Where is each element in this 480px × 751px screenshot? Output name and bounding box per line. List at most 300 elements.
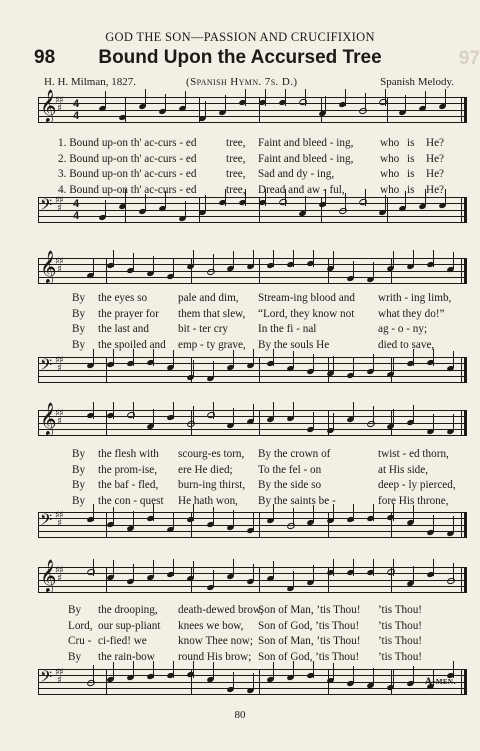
staff-line — [39, 97, 467, 98]
note-stem — [305, 196, 306, 213]
note-stem — [333, 356, 334, 373]
note-stem — [185, 201, 186, 218]
treble-staff — [38, 559, 467, 593]
lyric-segment: the prayer for — [98, 307, 159, 320]
note-stem — [153, 560, 154, 577]
note-stem — [333, 413, 334, 430]
bleed-through-number: 97 — [458, 48, 480, 69]
note-stem — [313, 505, 314, 522]
lyric-segment: Lord, — [68, 619, 93, 632]
note-stem — [293, 250, 294, 267]
final-barline-thin — [461, 669, 462, 695]
staff-line — [39, 271, 467, 272]
lyric-segment: To the fel - on — [258, 463, 322, 476]
staff-line — [39, 435, 467, 436]
bass-staff — [38, 669, 467, 695]
lyric-segment: He hath won, — [178, 494, 238, 507]
note-stem — [153, 349, 154, 366]
key-signature-icon: ♯♯ ♯ — [55, 256, 63, 275]
note-stem — [393, 251, 394, 268]
note-stem — [193, 406, 194, 423]
barline — [106, 669, 107, 695]
note-stem — [133, 511, 134, 528]
lyric-segment: the prom-ise, — [98, 463, 158, 476]
note-stem — [365, 189, 366, 206]
note-stem — [273, 561, 274, 578]
final-barline-thin — [461, 567, 462, 593]
note-stem — [205, 101, 206, 118]
hymn-title: Bound Upon the Accursed Tree — [98, 47, 382, 68]
barline — [259, 357, 260, 383]
final-barline-thin — [461, 258, 462, 284]
lyric-segment: Cru - — [68, 635, 92, 647]
note-stem — [345, 89, 346, 106]
note-stem — [433, 250, 434, 267]
note-stem — [393, 409, 394, 426]
lyric-segment: He? — [426, 137, 445, 149]
note-stem — [153, 504, 154, 521]
final-barline — [464, 97, 467, 123]
lyric-segment: 3. Bound up-on th' ac-curs - ed — [58, 168, 197, 180]
lyric-segment: 1. Bound up-on th' ac-curs - ed — [58, 137, 197, 149]
staff-line — [39, 586, 467, 587]
note-stem — [353, 504, 354, 521]
lyric-segment: the flesh with — [98, 448, 159, 460]
lyric-segment: our sup-pliant — [98, 619, 161, 632]
author-credit: H. H. Milman, 1827. — [44, 76, 136, 88]
lyric-segment: the baf - fled, — [98, 479, 159, 491]
note-stem — [313, 354, 314, 371]
note-stem — [213, 402, 214, 419]
note-stem — [305, 89, 306, 106]
note-stem — [113, 662, 114, 679]
note-stem — [353, 666, 354, 683]
note-stem — [133, 661, 134, 678]
barline — [259, 669, 260, 695]
note-stem — [253, 404, 254, 421]
lyric-segment: them that slew, — [178, 307, 246, 320]
note-stem — [133, 253, 134, 270]
barline — [106, 567, 107, 593]
final-barline — [464, 410, 467, 436]
final-barline-thin — [461, 197, 462, 223]
notehead-icon — [126, 411, 136, 419]
final-barline — [464, 512, 467, 538]
note-stem — [253, 513, 254, 530]
staff-line — [39, 103, 467, 104]
lyric-segment: who — [380, 152, 400, 165]
note-stem — [385, 195, 386, 212]
note-stem — [93, 349, 94, 366]
notehead-icon — [358, 107, 368, 115]
note-stem — [125, 100, 126, 117]
note-stem — [413, 405, 414, 422]
lyric-segment: In the fi - nal — [258, 323, 317, 335]
barline — [259, 410, 260, 436]
note-stem — [213, 361, 214, 378]
note-stem — [273, 662, 274, 679]
notehead-icon — [278, 198, 288, 206]
note-stem — [393, 357, 394, 374]
final-barline-thin — [461, 410, 462, 436]
bass-staff — [38, 512, 467, 538]
note-stem — [453, 661, 454, 678]
lyric-segment: Sad and dy - ing, — [258, 168, 335, 180]
barline — [387, 197, 388, 223]
note-stem — [313, 250, 314, 267]
staff-line — [39, 197, 467, 198]
bass-clef-icon: 𝄢 — [40, 196, 53, 218]
lyric-segment: By — [68, 604, 82, 616]
note-stem — [285, 89, 286, 106]
bass-clef-icon: 𝄢 — [40, 668, 53, 690]
note-stem — [313, 661, 314, 678]
note-stem — [253, 250, 254, 267]
note-stem — [213, 662, 214, 679]
composer-credit: Spanish Melody. — [380, 76, 454, 88]
lyric-segment: pale and dim, — [178, 292, 239, 304]
lyric-segment: the eyes so — [98, 292, 148, 304]
final-barline-thin — [461, 512, 462, 538]
note-stem — [165, 94, 166, 111]
note-stem — [293, 402, 294, 419]
lyric-segment: the con - quest — [98, 494, 164, 507]
note-stem — [253, 564, 254, 581]
staff-line — [39, 370, 467, 371]
key-signature-icon: ♯♯ ♯ — [55, 95, 63, 114]
lyric-segment: By — [72, 463, 86, 476]
note-stem — [113, 402, 114, 419]
lyric-segment: writh - ing limb, — [378, 292, 452, 304]
note-stem — [245, 89, 246, 106]
lyric-segment: know Thee now; — [178, 635, 253, 647]
lyric-segment: By the side so — [258, 479, 322, 491]
final-barline-thin — [461, 97, 462, 123]
lyric-segment: death-dewed brow, — [178, 604, 264, 616]
lyric-segment: ’tis Thou! — [378, 650, 423, 663]
note-stem — [373, 406, 374, 423]
note-stem — [193, 504, 194, 521]
note-stem — [93, 504, 94, 521]
note-stem — [373, 504, 374, 521]
lyric-segment: twist - ed thorn, — [378, 448, 449, 460]
treble-clef-icon: 𝄞 — [40, 89, 57, 122]
lyric-segment: is — [407, 183, 415, 196]
note-stem — [265, 89, 266, 106]
note-stem — [413, 666, 414, 683]
note-stem — [373, 354, 374, 371]
staff-line — [39, 429, 467, 430]
note-stem — [273, 250, 274, 267]
notehead-icon — [366, 420, 376, 428]
final-barline-thin — [461, 357, 462, 383]
lyric-segment: Dread and aw - ful, — [258, 183, 345, 196]
note-stem — [173, 259, 174, 276]
hymn-number: 98 — [34, 47, 56, 68]
notehead-icon — [338, 207, 348, 215]
notehead-icon — [298, 98, 308, 106]
lyric-segment: By — [68, 650, 82, 663]
lyric-segment: Son of Man, ’tis Thou! — [258, 635, 361, 647]
key-signature-icon: ♯♯ ♯ — [55, 667, 63, 686]
lyric-segment: By — [72, 494, 86, 507]
notehead-icon — [86, 568, 96, 576]
note-stem — [325, 96, 326, 113]
lyric-segment: the rain-bow — [98, 650, 155, 663]
lyric-segment: He? — [426, 183, 445, 196]
lyric-segment: By — [72, 307, 86, 320]
note-stem — [353, 402, 354, 419]
note-stem — [333, 663, 334, 680]
staff-line — [39, 694, 467, 695]
staff-line — [39, 382, 467, 383]
bass-staff — [38, 357, 467, 383]
note-stem — [273, 349, 274, 366]
lyric-segment: tree, — [226, 183, 246, 196]
note-stem — [113, 349, 114, 366]
note-stem — [173, 402, 174, 419]
treble-clef-icon: 𝄞 — [40, 402, 57, 435]
note-stem — [293, 508, 294, 525]
staff-line — [39, 669, 467, 670]
lyric-segment: By — [72, 292, 86, 304]
final-barline — [464, 357, 467, 383]
lyric-segment: By — [72, 338, 86, 351]
staff-line — [39, 376, 467, 377]
time-signature: 4 4 — [73, 98, 80, 122]
staff-line — [39, 283, 467, 284]
lyric-segment: Faint and bleed - ing, — [258, 137, 354, 149]
note-stem — [173, 559, 174, 576]
amen-label: A-men. — [425, 677, 457, 687]
note-stem — [393, 559, 394, 576]
final-barline — [464, 197, 467, 223]
note-stem — [453, 563, 454, 580]
note-stem — [333, 251, 334, 268]
note-stem — [193, 561, 194, 578]
note-stem — [225, 95, 226, 112]
key-signature-icon: ♯♯ ♯ — [55, 565, 63, 584]
lyric-segment: the spoiled and — [98, 338, 166, 351]
note-stem — [433, 349, 434, 366]
note-stem — [405, 95, 406, 112]
lyric-segment: the drooping, — [98, 604, 158, 616]
note-stem — [233, 559, 234, 576]
note-stem — [113, 560, 114, 577]
note-stem — [353, 261, 354, 278]
note-stem — [233, 408, 234, 425]
note-stem — [205, 195, 206, 212]
lyric-segment: fore His throne, — [378, 494, 449, 507]
lyric-segment: By — [72, 323, 86, 335]
lyric-segment: He? — [426, 168, 445, 180]
note-stem — [413, 250, 414, 267]
treble-clef-icon: 𝄞 — [40, 559, 57, 592]
lyric-segment: burn-ing thirst, — [178, 479, 246, 491]
lyric-segment: round His brow; — [178, 650, 252, 663]
tune-credit: (Spanish Hymn. 7s. D.) — [186, 76, 298, 88]
lyric-segment: deep - ly pierced, — [378, 479, 456, 491]
key-signature-icon: ♯♯ ♯ — [55, 510, 63, 529]
staff-line — [39, 592, 467, 593]
note-stem — [153, 409, 154, 426]
staff-line — [39, 203, 467, 204]
staff-line — [39, 277, 467, 278]
note-stem — [193, 250, 194, 267]
note-stem — [173, 512, 174, 529]
note-stem — [133, 402, 134, 419]
section-heading: GOD THE SON—PASSION AND CRUCIFIXION — [105, 30, 375, 44]
note-stem — [413, 566, 414, 583]
note-stem — [293, 661, 294, 678]
lyric-segment: died to save, — [378, 338, 435, 351]
staff-line — [39, 122, 467, 123]
note-stem — [313, 412, 314, 429]
note-stem — [273, 504, 274, 521]
lyric-segment: ’tis Thou! — [378, 604, 423, 616]
note-stem — [433, 414, 434, 431]
note-stem — [233, 251, 234, 268]
note-stem — [345, 193, 346, 210]
final-barline — [464, 567, 467, 593]
barline — [391, 357, 392, 383]
note-stem — [133, 564, 134, 581]
note-stem — [333, 504, 334, 521]
lyric-segment: scourg-es torn, — [178, 448, 245, 460]
key-signature-icon: ♯♯ ♯ — [55, 355, 63, 374]
note-stem — [93, 402, 94, 419]
lyric-segment: who — [380, 168, 400, 180]
note-stem — [93, 559, 94, 576]
final-barline — [464, 258, 467, 284]
barline — [106, 357, 107, 383]
lyric-segment: Son of God, ’tis Thou! — [258, 650, 360, 663]
barline — [259, 258, 260, 284]
lyric-segment: Son of God, ’tis Thou! — [258, 619, 360, 632]
bass-clef-icon: 𝄢 — [40, 511, 53, 533]
note-stem — [213, 254, 214, 271]
barline — [106, 258, 107, 284]
note-stem — [413, 505, 414, 522]
lyric-segment: is — [407, 137, 415, 149]
note-stem — [113, 507, 114, 524]
note-stem — [313, 565, 314, 582]
note-stem — [333, 559, 334, 576]
lyric-segment: Son of Man, ’tis Thou! — [258, 604, 361, 616]
treble-clef-icon: 𝄞 — [40, 250, 57, 283]
note-stem — [253, 673, 254, 690]
note-stem — [385, 89, 386, 106]
lyric-segment: ’tis Thou! — [378, 635, 423, 647]
note-stem — [353, 358, 354, 375]
page-number: 80 — [234, 709, 246, 721]
notehead-icon — [206, 268, 216, 276]
note-stem — [373, 262, 374, 279]
lyric-segment: who — [380, 137, 400, 149]
note-stem — [433, 559, 434, 576]
lyric-segment: “Lord, they know not — [258, 307, 355, 320]
lyric-segment: Faint and bleed - ing, — [258, 152, 354, 165]
lyric-segment: By — [72, 479, 86, 491]
bass-clef-icon: 𝄢 — [40, 356, 53, 378]
staff-line — [39, 222, 467, 223]
note-stem — [145, 194, 146, 211]
lyric-segment: is — [407, 168, 415, 180]
note-stem — [153, 256, 154, 273]
lyric-segment: ci-fied! we — [98, 635, 147, 647]
bass-staff — [38, 197, 467, 223]
barline — [328, 357, 329, 383]
notehead-icon — [358, 198, 368, 206]
note-stem — [373, 668, 374, 685]
note-stem — [173, 661, 174, 678]
notehead-icon — [206, 411, 216, 419]
lyric-segment: what they do!” — [378, 307, 445, 320]
lyric-segment: ag - o - ny; — [378, 323, 428, 335]
lyric-segment: By the crown of — [258, 448, 331, 460]
staff-line — [39, 537, 467, 538]
barline — [328, 512, 329, 538]
note-stem — [433, 515, 434, 532]
lyric-segment: bit - ter cry — [178, 323, 229, 335]
lyric-segment: By the souls He — [258, 338, 330, 351]
note-stem — [413, 349, 414, 366]
note-stem — [105, 200, 106, 217]
note-stem — [453, 414, 454, 431]
barline — [259, 567, 260, 593]
note-stem — [373, 559, 374, 576]
note-stem — [173, 350, 174, 367]
lyric-segment: By — [72, 448, 86, 460]
note-stem — [193, 360, 194, 377]
note-stem — [133, 349, 134, 366]
lyric-segment: ’tis Thou! — [378, 619, 423, 632]
note-stem — [453, 516, 454, 533]
note-stem — [213, 570, 214, 587]
lyric-segment: He? — [426, 152, 445, 165]
lyric-segment: tree, — [226, 152, 246, 165]
notehead-icon — [386, 568, 396, 576]
note-stem — [213, 507, 214, 524]
note-stem — [113, 250, 114, 267]
notehead-icon — [446, 577, 456, 585]
notehead-icon — [86, 679, 96, 687]
lyric-segment: emp - ty grave, — [178, 338, 246, 351]
lyric-segment: By the saints be - — [258, 494, 336, 507]
note-stem — [185, 91, 186, 108]
lyric-segment: tree, — [226, 168, 246, 180]
note-stem — [233, 672, 234, 689]
lyric-segment: who — [380, 183, 400, 196]
final-barline — [464, 669, 467, 695]
note-stem — [393, 504, 394, 521]
lyric-segment: tree, — [226, 137, 246, 149]
barline — [191, 258, 192, 284]
barline — [391, 669, 392, 695]
barline — [259, 512, 260, 538]
notehead-icon — [186, 420, 196, 428]
key-signature-icon: ♯♯ ♯ — [55, 195, 63, 214]
treble-staff — [38, 89, 467, 123]
note-stem — [145, 89, 146, 106]
lyric-segment: 4. Bound up-on th' ac-curs - ed — [58, 183, 197, 196]
lyric-segment: ere He died; — [178, 463, 233, 476]
treble-staff — [38, 402, 467, 436]
staff-line — [39, 116, 467, 117]
lyric-segment: is — [407, 152, 415, 165]
note-stem — [273, 402, 274, 419]
note-stem — [445, 189, 446, 206]
